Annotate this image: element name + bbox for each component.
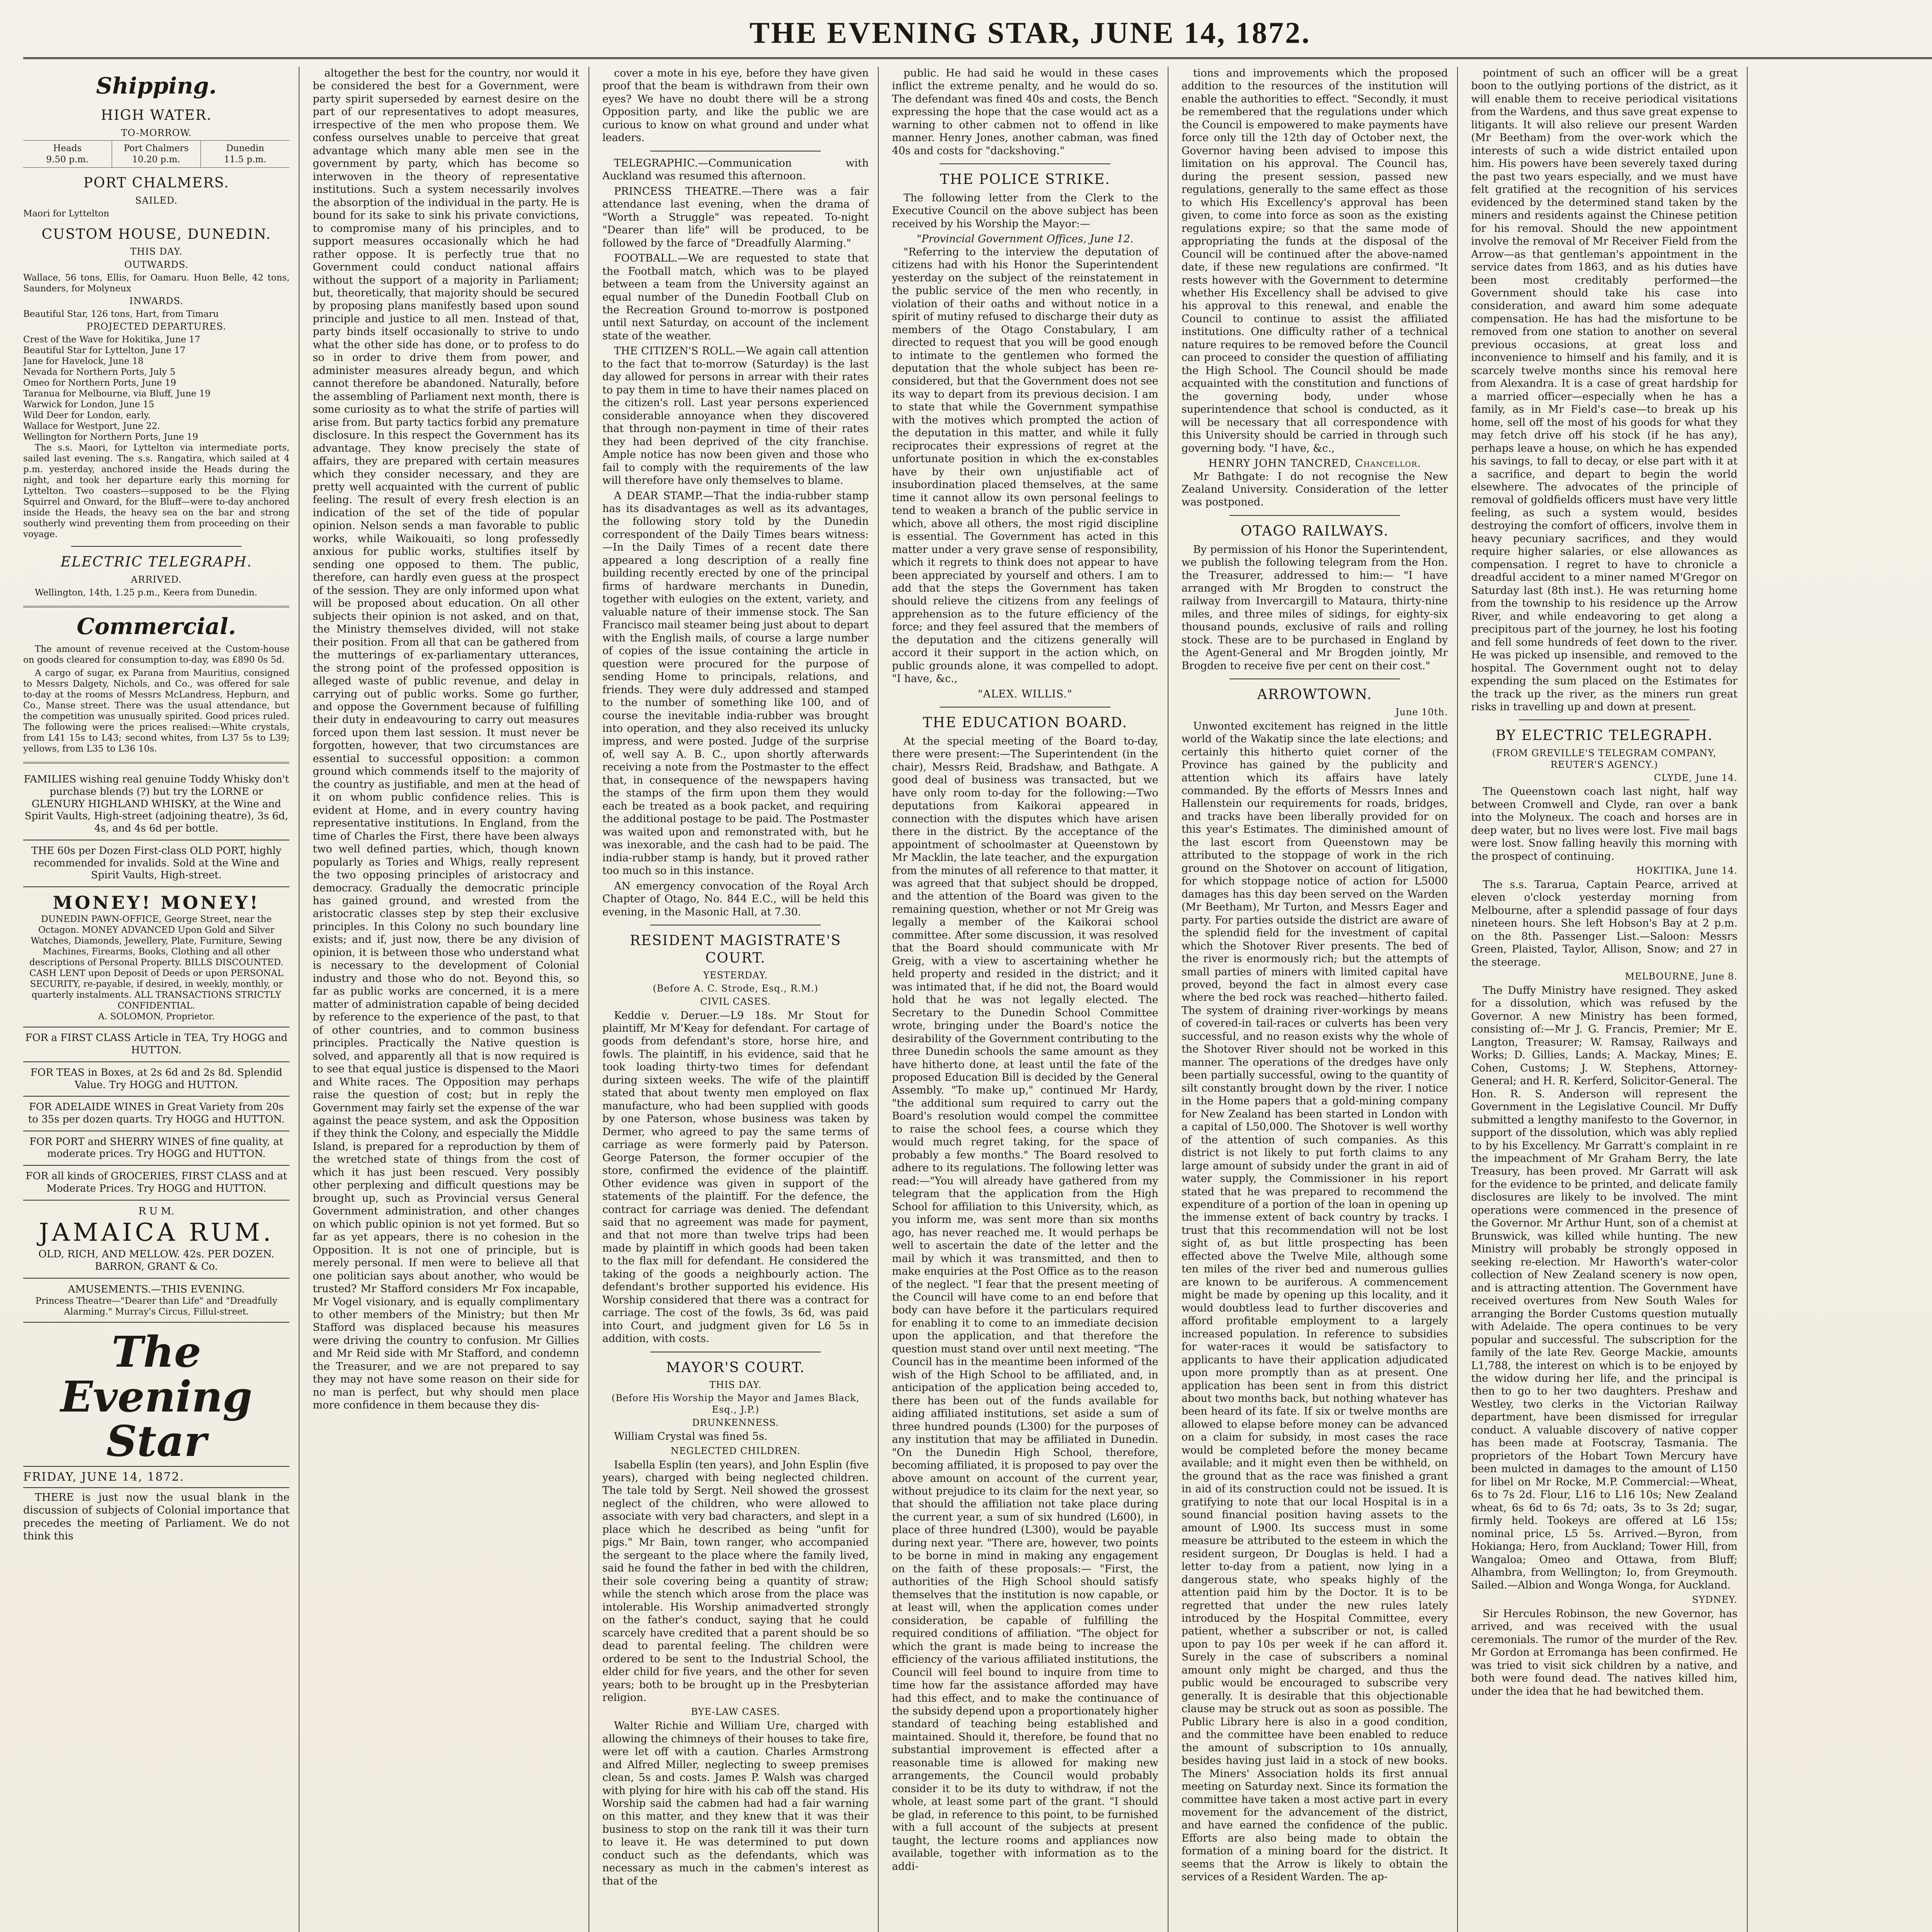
divider — [71, 546, 242, 547]
divider — [1230, 515, 1400, 516]
neglected-text: Isabella Esplin (ten years), and John Esplin (five years), charged with being neglected children. The tale told by Sergt. Neil showed the grossest neglect of the children, who were allowed to associate with very bad characters, and slept in a place which he described as being "unfit for pigs." Mr Bain, town ranger, who accompanied the sergeant to the place where the family lived, said he found the father in bed with the children, their sole covering being a quantity of straw; while the stench which arose from the place was intolerable. His Worship animadverted strongly on the father's conduct, saying that he could scarcely have credited that a parent should be so dead to parental feeling. The children were ordered to be sent to the Industrial School, the elder child for five years, and the other for seven years; both to be brought up in the Presbyterian religion. — [602, 1459, 869, 1704]
ad-hutton: FOR a FIRST CLASS Article in TEA, Try HOGG and HUTTON. — [23, 1027, 289, 1062]
tide-cell — [112, 141, 201, 167]
bylaw-label: BYE-LAW CASES. — [691, 1706, 780, 1718]
list-item: Wellington for Northern Ports, June 19 — [23, 432, 198, 442]
tides-table — [23, 140, 289, 168]
tide-time: 11.5 p.m. — [224, 154, 267, 165]
tide-cell — [23, 141, 112, 167]
projected-list — [23, 334, 289, 442]
news-citizens-roll: THE CITIZEN'S ROLL.—We again call attention to the fact that to-morrow (Saturday) is the last day allowed for persons in arrear with their rates to pay them in time to have their names placed on the citizen's roll. Last year persons experienced considerable annoyance when they discovered that through non-payment in time of their rates they had been deprived of the city franchise. Ample notice has now been given and those who fail to comply with the requirements of the law will therefore have only themselves to blame. — [602, 345, 869, 487]
commercial-heading: Commercial. — [77, 613, 236, 639]
column-2 — [313, 67, 589, 1932]
this-day-label: THIS DAY. — [130, 246, 183, 257]
ad-port: THE 60s per Dozen First-class OLD PORT, highly recommended for invalids. Sold at the Wine and Spirit Vaults, High-street. — [23, 840, 289, 887]
clyde-text: The Queenstown coach last night, half way between Cromwell and Clyde, ran over a bank into the Molyneux. The coach and horses are in deep water, but no lives were lost. Five mail bags were lost. Snow falling heavily this morning with the prospect of continuing. — [1471, 786, 1738, 862]
divider — [23, 762, 289, 764]
column-1 — [23, 67, 299, 1932]
ad-money-sign: A. SOLOMON, Proprietor. — [98, 1012, 215, 1022]
melbourne-text: The Duffy Ministry have resigned. They asked for a dissolution, which was refused by the Governor. A new Ministry has been formed, consisting of:—Mr J. G. Francis, Premier; Mr E. Langton, Treasurer; W. Ramsay, Railways and Works; D. Gillies, Lands; A. Mackay, Mines; E. Cohen, Customs; J. W. Stephens, Attorney-General; and H. R. Kerferd, Solicitor-General. The Hon. R. S. Anderson will represent the Government in the Legislative Council. Mr Duffy submitted a lengthy manifesto to the Governor, in support of the dissolution, which was ably replied to by his Excellency. Mr Garratt's complaint in re the impeachment of Mr Graham Berry, the late Treasury, has been proved. Mr Garratt will ask for the evidence to be printed, and delicate family disclosures are likely to be involved. The mint operations were commenced in the presence of the Governor. Mr Arthur Hunt, son of a chemist at Brunswick, was killed while hunting. The new Ministry will probably be strongly opposed in seeking re-election. Mr Haworth's water-color collection of New Zealand scenery is now open, and is attracting attention. The Government have received overtures from New South Wales for arranging the Border Customs question mutually with Adelaide. The opera continues to be very popular and successful. The subscription for the family of the late Rev. George Mackie, amounts L1,788, the interest on which is to be enjoyed by the widow during her life, and the principal is then to go to her two daughters. Preshaw and Westley, two clerks in the Victorian Railway department, have been dismissed for irregular conduct. A valuable discovery of native copper has been made at Footscray, Tasmania. The proprietors of the Hobart Town Mercury have been mulcted in damages to the amount of L150 for libel on Mr Rocke, M.P. Commercial:—Wheat, 6s to 7s 2d. Flour, L16 to L16 10s; New Zealand wheat, 6s 6d to 6s 7d; oats, 3s to 3s 2d; sugar, firmly held. Tookeys are offered at L6 15s; nominal price, L5 5s. Arrived.—Byron, from Hokianga; Hero, from Auckland; Tower Hill, from Wangaloa; Omeo and Ottawa, from Bluff; Alhambra, from Wellington; Io, from Greymouth. Sailed.—Albion and Wonga Wonga, for Auckland. — [1471, 984, 1738, 1592]
ad-amusements — [23, 1279, 289, 1323]
ad-rum-sign: BARRON, GRANT & Co. — [95, 1261, 218, 1273]
ad-rum-title: JAMAICA RUM. — [39, 1218, 274, 1247]
lead-article-end: cover a mote in his eye, before they have given proof that the beam is withdrawn from their own eyes? We have no doubt there will be a strong Opposition party, and like the public we are curious to know on what ground and under what leaders. — [602, 67, 869, 144]
tide-time: 9.50 p.m. — [46, 154, 89, 165]
sailed-entry: Maori for Lyttelton — [23, 208, 109, 219]
commercial-revenue: The amount of revenue received at the Custom-house on goods cleared for consumption to-day, was £890 0s 5d. — [23, 644, 290, 665]
list-item: Beautiful Star for Lyttelton, June 17 — [23, 345, 186, 355]
arrowtown-heading: ARROWTOWN. — [1257, 687, 1372, 703]
education-close: Mr Bathgate: I do not recognise the New Zealand University. Consideration of the letter was postponed. — [1181, 470, 1448, 509]
column-3 — [602, 67, 879, 1932]
inwards-entry: Beautiful Star, 126 tons, Hart, from Timaru — [23, 309, 219, 319]
paper-dateline: FRIDAY, JUNE 14, 1872. — [23, 1466, 289, 1488]
drunkenness-text: William Crystal was fined 5s. — [614, 1430, 768, 1443]
police-strike-heading: THE POLICE STRIKE. — [940, 172, 1111, 188]
rm-court-day: YESTERDAY. — [703, 970, 768, 981]
projected-label: PROJECTED DEPARTURES. — [86, 321, 226, 332]
high-water-label: HIGH WATER. — [101, 107, 212, 123]
list-item: Warwick for London, June 15 — [23, 399, 155, 410]
bylaw-text: Walter Richie and William Ure, charged with allowing the chimneys of their houses to take fire, were let off with a caution. Charles Armstrong and Alfred Miller, neglecting to sweep premises clean, 5s and costs. James P. Walsh was charged with plying for hire with his cab off the stand. His Worship said the cabmen had had a fair warning on this matter, and they knew that it was their business to stop on the rank till it was their turn to leave it. He was determined to put down conduct such as the defendants, which was necessary as much in the cabmen's interest as that of the — [602, 1720, 869, 1887]
divider — [23, 606, 289, 607]
rm-court-before: (Before A. C. Strode, Esq., R.M.) — [653, 983, 818, 994]
police-office: "Provincial Government Offices, June 12. — [917, 233, 1134, 245]
ad-money-title: MONEY! MONEY! — [53, 892, 260, 913]
outwards-entry: Wallace, 56 tons, Ellis, for Oamaru. Huon Belle, 42 tons, Saunders, for Molyneux — [23, 272, 290, 294]
sailed-label: SAILED. — [135, 195, 178, 206]
to-morrow-label: TO-MORROW. — [121, 127, 192, 138]
ad-hutton: FOR TEAS in Boxes, at 2s 6d and 2s 8d. Splendid Value. Try HOGG and HUTTON. — [23, 1062, 289, 1097]
education-heading: THE EDUCATION BOARD. — [923, 715, 1128, 731]
shipping-notes: The s.s. Maori, for Lyttelton via intermediate ports, sailed last evening. The s.s. Rangatira, which sailed at 4 p.m. yesterday, anchored inside the Heads during the night, and took her departure early this morning for Lyttelton. Two coasters—supposed to be the Flying Squirrel and Onward, for the Bluff—were to-day anchored inside the Heads, the heavy sea on the bar and strong southerly wind preventing them from proceeding on their voyage. — [23, 442, 290, 540]
education-sign: HENRY JOHN TANCRED, Chancellor. — [1208, 457, 1421, 470]
news-dear-stamp: A DEAR STAMP.—That the india-rubber stamp has its disadvantages as well as its advantages, the following story told by the Dunedin correspondent of the Daily Times bears witness:—In the Daily Times of a recent date there appeared a long description of a really fine building recently erected by one of the principal firms of hardware merchants in Dunedin, together with eulogies on the extent, variety, and valuable nature of their immense stock. The San Francisco mail steamer being just about to depart with the English mails, of course a large number of copies of the issue containing the article in question were procured for the purpose of sending Home to principals, relations, and friends. They were duly addressed and stamped to the number of something like 100, and of course the inevitable india-rubber was brought into operation, and they also received its unlucky impress, and were posted. Judge of the surprise of, well say A. B. C., upon shortly afterwards receiving a note from the Postmaster to the effect that, in consequence of the newspapers having the stamps of the firm upon them they would each be treated as a book packet, and requiring the additional postage to be paid. The Postmaster was waited upon and remonstrated with, but he was inexorable, and the cash had to be paid. The india-rubber stamp is handy, but it proved rather too much so in this instance. — [602, 490, 869, 877]
sydney-text: Sir Hercules Robinson, the new Governor, has arrived, and was received with the usual ceremonials. The rumor of the murder of the Rev. Mr Gordon at Erromanga has been confirmed. He was tried to visit sick children by a native, and both were found dead. The natives killed him, under the idea that he had bewitched them. — [1471, 1607, 1738, 1697]
civil-cases-text: Keddie v. Deruer.—L9 18s. Mr Stout for plaintiff, Mr M'Keay for defendant. For cartage of goods from defendant's store, horse hire, and fowls. The plaintiff, in his evidence, said that he took loading thirty-two times for defendant during sixteen weeks. The wife of the plaintiff stated that about twenty men employed on flax manufacture, who had been supplied with goods by one Paterson, whose business was taken by Dermer, who agreed to pay the same terms of carriage as were formerly paid by Paterson. George Paterson, the former occupier of the store, confirmed the evidence of the plaintiff. Other evidence was given in support of the statements of the plaintiff. For the defence, the contract for carriage was denied. The defendant said that no agreement was made for payment, and that not more than twelve trips had been made by plaintiff in which goods had been taken to the flax mill for defendant. He considered the taking of the goods a neighbourly action. The defendant's brother supported his evidence. His Worship considered that there was a contract for carriage. The cost of the fowls, 3s 6d, was paid into Court, and judgment given for L6 5s in addition, with costs. — [602, 1009, 869, 1345]
hokitika-dateline: HOKITIKA, June 14. — [1636, 865, 1738, 876]
hokitika-text: The s.s. Tararua, Captain Pearce, arrived at eleven o'clock yesterday morning from Melbourne, after a splendid passage of four days nineteen hours. She left Hobson's Bay at 2 p.m. on the 8th. Passenger List.—Saloon: Messrs Green, Plaisted, Taylor, Allison, Snow; and 27 in the steerage. — [1471, 878, 1738, 968]
column-6 — [1471, 67, 1747, 1932]
lead-article-body: altogether the best for the country, nor would it be considered the best for a Government, were party spirit superseded by earnest desire on the part of our representatives to adopt measures, irrespective of the men who propose them. We confess ourselves unable to perceive that great advantage which many able men see in the government by party, which has become so interwoven in the theory of representative institutions. Such a system necessarily involves the absorption of the individual in the party. He is bound for its sake to sink his private convictions, to compromise many of his principles, and to support measures occasionally which he had rather oppose. It is perfectly true that no Government could conduct national affairs without the support of a majority in Parliament; but, theoretically, that majority should be secured by proposing plans manifestly based upon sound principle and justice to all men. Instead of that, party binds itself occasionally to strive to undo what the other side has done, or to profess to do so in order to drive them from power, and administer measures already begun, and which cannot therefore be abandoned. Naturally, before the assembling of Parliament next month, there is some curiosity as to what the strife of parties will arise from. But party tactics forbid any premature disclosure. In this respect the Government has its advantage. They know precisely the state of affairs, they are prepared with certain measures which they consider necessary, and they are pretty well acquainted with the current of public feeling. The result of every fresh election is an indication of the set of the tide of popular opinion. Nelson sends a man favorable to public works, while Waikouaiti, so long professedly anxious for public works, stultifies itself by sending one opposed to them. The public, therefore, can hardly even guess at the prospect of the session. They are only informed upon what will be proposed about education. On all other subjects their opinion is not asked, and on that, the Ministry themselves divided, will not stake their position. From all that can be gathered from the mutterings of ex-parliamentary utterances, the strong point of the professed opposition is alleged waste of public revenue, and delay in carrying out of public works. Some go further, and oppose the Government because of fulfilling their duty in endeavouring to carry out measures forced upon them last session. It must never be forgotten, however, that two circumstances are essential to successful opposition: a common ground which commends itself to the majority of the country as justifiable, and men at the head of it on whom public confidence relies. This is evident at Home, and in every country having representative institutions. In England, from the time of Charles the First, there have been always two well defined parties, which, though known popularly as Tories and Whigs, really represent the two opposing principles of aristocracy and democracy. Gradually the democratic principle has gained ground, and wrested from the aristocratic classes step by step their exclusive principles. In this Colony no such boundary line exists; and if, just now, there be any division of opinion, it is between those who understand what is necessary to the development of Colonial industry and those who do not. Beyond this, so far as public works are concerned, it is a mere matter of administration capable of being decided by reference to the experience of the past, to that of other countries, and to common business principles. Practically the Native question is solved, and apparently all that is now required is to see that equal justice is dispensed to the Maori and White races. The Opposition may perhaps raise the question of cost; but in reply the Government may fairly set the expense of the war against the peace system, and ask the Opposition if they think the Colony, and especially the Middle Island, is prepared for a reproduction by them of the wretched state of things from the cost of which it has just been rescued. Very possibly other perplexing and difficult questions may be brought up, such as Provincial versus General Government administration, and other changes on which public opinion is not yet formed. But so far as yet appears, there is no cohesion in the Opposition. It is not one of principle, but is merely personal. If men were to believe all that one politician says about another, who would be trusted? Mr Stafford considers Mr Fox incapable, Mr Vogel visionary, and is equally complimentary to other members of the Ministry; but then Mr Stafford was displaced because his measures were driving the country to confusion. Mr Gillies and Mr Reid side with Mr Stafford, and condemn the Treasurer, and we are not prepared to say they may not have some reason on their side for no man is perfect, but why should men place more confidence in them because they dis- — [313, 67, 579, 1412]
paper-title: The Evening Star — [60, 1327, 252, 1466]
arrived-label: ARRIVED. — [131, 574, 182, 585]
ad-rum-body: OLD, RICH, AND MELLOW. 42s. PER DOZEN. — [38, 1248, 274, 1260]
mayors-court-heading: MAYOR'S COURT. — [666, 1359, 805, 1376]
arrowtown-text-cont: pointment of such an officer will be a great boon to the outlying portions of the district, as it will enable them to receive periodical visitations from the Wardens, and thus save great expense to litigants. It will also relieve our present Warden (Mr Beetham) from the over-work which the interests of such a wide district entailed upon him. His powers have been severely taxed during the past two years especially, and we must have felt gratified at the recognition of his services evidenced by the determined stand taken by the miners and residents against the Chinese petition for his removal. Should the new appointment involve the removal of Mr Receiver Field from the Arrow—as that gentleman's appointment in the service dates from 1863, and as his duties have been most creditably performed—the Government should take his case into consideration, and award him some adequate compensation. He has had the misfortune to be removed from one station to another on several previous occasions, at great loss and inconvenience to himself and his family, and it is scarcely twelve months since his removal here from Alexandra. It is a case of great hardship for a married officer—especially when he has a family, as in Mr Field's case—to break up his home, sell off the most of his goods for what they may fetch drive off his stock (if he has any), perhaps leave a house, on which he has expended his savings, to fall to decay, or else part with it at a sacrifice, and depart to begin the world elsewhere. The advocates of the principle of removal of goldfields officers must have very little feeling, as such a system would, besides destroying the comfort of officers, involve them in heavy pecuniary sacrifices, and they would require higher salaries, or else allowances as compensation. I regret to have to chronicle a dreadful accident to a miner named M'Gregor on Saturday last (8th inst.). He was returning home from the township to his residence up the Arrow River, and while endeavoring to get along a precipitous part of the journey, he lost his footing and fell some hundreds of feet down to the river. He was picked up insensible, and removed to the hospital. The Government ought not to delay expending the sum placed on the Estimates for the track up the river, as the miners run great risks in travelling up and down at present. — [1471, 67, 1738, 713]
commercial-cargo: A cargo of sugar, ex Parana from Mauritius, consigned to Messrs Dalgety, Nichols, and Co., was offered for sale to-day at the rooms of Messrs McLandress, Hepburn, and Co., Manse street. There was the usual attendance, but the competition was unusually spirited. Good prices ruled. The following were the prices realised:—White crystals, from L41 15s to L43; second whites, from L37 5s to L39; yellows, from L35 to L36 10s. — [23, 668, 290, 754]
civil-cases-label: CIVIL CASES. — [700, 996, 771, 1007]
customs-heading: CUSTOM HOUSE, DUNEDIN. — [41, 226, 271, 242]
ad-hutton: FOR all kinds of GROCERIES, FIRST CLASS and at Moderate Prices. Try HOGG and HUTTON. — [23, 1166, 289, 1200]
list-item: Taranua for Melbourne, via Bluff, June 19 — [23, 388, 211, 399]
railways-text: By permission of his Honor the Superintendent, we publish the following telegram from the Hon. the Treasurer, addressed to him:— "I have arranged with Mr Brogden to construct the railway from Invercargill to Mataura, thirty-nine miles, and three miles of sidings, for eighty-six thousand pounds, exclusive of rails and rolling stock. These are to be purchased in England by the Agent-General and Mr Brogden jointly, Mr Brogden to receive five per cent on their cost." — [1181, 543, 1448, 672]
ad-money-body: DUNEDIN PAWN-OFFICE, George Street, near the Octagon. MONEY ADVANCED Upon Gold and Silver Watches, Diamonds, Jewellery, Plate, Furniture, Sewing Machines, Firearms, Books, Clothing and all other descriptions of Personal Property. BILLS DISCOUNTED. CASH LENT upon Deposit of Deeds or upon PERSONAL SECURITY, re-payable, if desired, in weekly, monthly, or quarterly instalments. ALL TRANSACTIONS STRICTLY CONFIDENTIAL. — [29, 914, 284, 1011]
education-text-cont: tions and improvements which the proposed addition to the resources of the institution will enable the authorities to effect. "Secondly, it must be remembered that the regulations under which the Council is empowered to make payments have force only till the 12th day of October next, the Governor having been advised to impose this limitation on his approval. The Council has, during the present session, passed new regulations, generally to the same effect as those to which His Excellency's approval has been given, to come into force as soon as the existing regulations expire; so that the same mode of appropriating the funds at the disposal of the Council will be continued after the above-named date, if these new regulations are confirmed. "It rests however with the Government to determine whether His Excellency shall be advised to give his approval to this renewal, and enable the Council to continue to assist the affiliated institutions. One difficulty rather of a technical nature requires to be removed before the Council can proceed to consider the question of affiliating the High School. The Council should be made acquainted with the constitution and functions of the governing body, under whose superintendence that school is conducted, as it will be necessary that all correspondence with this University should be carried in through such governing body. "I have, &c., — [1181, 67, 1448, 454]
ad-rum-small: R U M. — [138, 1205, 175, 1217]
telegraph-heading: BY ELECTRIC TELEGRAPH. — [1495, 728, 1713, 744]
list-item: Omeo for Northern Ports, June 19 — [23, 378, 176, 388]
police-sign: "ALEX. WILLIS." — [978, 688, 1073, 700]
mayors-court-before: (Before His Worship the Mayor and James Black, Esq., J.P.) — [611, 1393, 860, 1415]
ad-rum — [23, 1201, 289, 1279]
inwards-label: INWARDS. — [129, 295, 184, 306]
masthead: THE EVENING STAR, JUNE 14, 1872. — [23, 12, 1932, 59]
columns — [23, 67, 1932, 1932]
melbourne-dateline: MELBOURNE, June 8. — [1625, 971, 1738, 982]
tide-cell — [201, 141, 290, 167]
port-chalmers-heading: PORT CHALMERS. — [83, 175, 230, 191]
divider — [1519, 719, 1689, 720]
list-item: Nevada for Northern Ports, July 5 — [23, 367, 175, 377]
ad-hutton: FOR PORT and SHERRY WINES of fine quality, at moderate prices. Try HOGG and HUTTON. — [23, 1131, 289, 1166]
news-telegraphic: TELEGRAPHIC.—Communication with Auckland was resumed this afternoon. — [602, 157, 869, 182]
shipping-heading: Shipping. — [96, 73, 217, 99]
education-text: At the special meeting of the Board to-day, there were present:—The Superintendent (in the chair), Messrs Reid, Bradshaw, and Bathgate. A good deal of business was transacted, but we have only room to-day for the following:—Two deputations from Kaikorai appeared in connection with the disputes which have arisen there in the district. By the acceptance of the appointment of schoolmaster at Queenstown by Mr Macklin, the late teacher, and the expurgation from the minutes of all reference to that matter, it was agreed that that subject should be dropped, and the attention of the Board was given to the remaining question, whether or not Mr Greig was legally a member of the Kaikorai school committee. After some discussion, it was resolved that the Board should communicate with Mr Greig, with a view to ascertaining whether he held property and resided in the district; and it was intimated that, if he did not, the Board would hold that he was not legally elected. The Secretary to the Dunedin School Committee wrote, bringing under the Board's notice the desirability of the Government contributing to the three Dunedin schools the same amount as they have hitherto done, at least until the fate of the proposed Education Bill is decided by the General Assembly. "To make up," continued Mr Hardy, "the additional sum required to carry out the Board's resolution would compel the committee to raise the school fees, a course which they would much regret taking, for the space of probably a few months." The Board resolved to adhere to its regulations. The following letter was read:—"You will already have gathered from my telegram that the application from the High School for affiliation to this University, which, as you inform me, was sent more than six months ago, has never reached me. It would perhaps be well to ascertain the date of the letter and the mail by which it was transmitted, and then to make enquiries at the Post Office as to the reason of the neglect. "I fear that the present meeting of the Council will have come to an end before that body can have before it the particulars required for enabling it to come to an immediate decision upon the application, and that therefore the question must stand over until next meeting. "The Council has in the meantime been informed of the wish of the High School to be affiliated, and, in anticipation of the application being acceded to, there has been out of the funds available for aiding affiliated institutions, set aside a sum of three hundred pounds (L300) for the purposes of any institution that may be affiliated in Dunedin. "On the Dunedin High School, therefore, becoming affiliated, it is proposed to pay over the above amount on account of the current year, without prejudice to its claim for the next year, so that should the affiliation not take place during the current year, a sum of six hundred (L600), in place of three hundred (L300), would be payable during next year. "There are, however, two points to be borne in mind in making any engagement on the faith of these proposals:— "First, the authorities of the High School should satisfy themselves that the institution is now capable, or at least will, when the application comes under consideration, be capable of fulfilling the required conditions of affiliation. "The object for which the grant is made being to increase the efficiency of the various affiliated institutions, the Council will feel bound to inquire from time to time how far the assistance afforded may have had this effect, and to make the continuance of the subsidy depend upon a proportionately higher standard of teaching being established and maintained. Should it, therefore, be found that no substantial improvement is effected after a reasonable time is allowed for making new arrangements, the Council would probably consider it to be its duty to withdraw, if not the whole, at least some part of the grant. "I should be glad, in reference to this point, to be furnished with a full account of the subjects at present taught, the lecture rooms and appliances now available, together with information as to the addi- — [892, 735, 1158, 1872]
railways-heading: OTAGO RAILWAYS. — [1240, 523, 1389, 539]
ad-hutton: FOR ADELAIDE WINES in Great Variety from 20s to 35s per dozen quarts. Try HOGG and HUTTON. — [23, 1097, 289, 1131]
news-princess-theatre: PRINCESS THEATRE.—There was a fair attendance last evening, when the drama of "Worth a Struggle" was repeated. To-night "Dearer than life" will be produced, to be followed by the farce of "Dreadfully Alarming." — [602, 185, 869, 249]
list-item: Wild Deer for London, early. — [23, 410, 151, 420]
outwards-label: OUTWARDS. — [124, 259, 189, 270]
clyde-dateline: CLYDE, June 14. — [1654, 772, 1738, 783]
news-convocation: AN emergency convocation of the Royal Arch Chapter of Otago, No. 844 E.C., will be held this evening, in the Masonic Hall, at 7.30. — [602, 880, 869, 918]
bylaw-text-cont: public. He had said he would in these cases inflict the extreme penalty, and he would do so. The defendant was fined 40s and costs, the Bench expressing the hope that the case would act as a warning to other cabmen not to offend in like manner. Henry Jones, another cabman, was fined 40s and costs for "dackshoving." — [892, 67, 1158, 157]
arrowtown-date: June 10th. — [1395, 706, 1448, 718]
lead-article-start: THERE is just now the usual blank in the discussion of subjects of Colonial importance that precedes the meeting of Parliament. We do not think this — [23, 1491, 290, 1543]
news-football: FOOTBALL.—We are requested to state that the Football match, which was to be played between a team from the University against an equal number of the Dunedin Football Club on the Recreation Ground to-morrow is postponed until next Saturday, on account of the inclement state of the weather. — [602, 252, 869, 342]
ad-money — [23, 887, 289, 1028]
neglected-label: NEGLECTED CHILDREN. — [670, 1445, 801, 1456]
tide-time: 10.20 p.m. — [132, 154, 180, 165]
sydney-dateline: SYDNEY. — [1692, 1594, 1738, 1605]
drunkenness-label: DRUNKENNESS. — [692, 1417, 779, 1428]
arrowtown-text: Unwonted excitement has reigned in the little world of the Wakatip since the late elections; and certainly this hitherto quiet corner of the Province has gained by the publicity and attention which its affairs have lately commanded. By the efforts of Messrs Innes and Hallenstein our requirements for roads, bridges, and tracks have been liberally provided for on this year's Estimates. The diminished amount of the last escort from Queenstown may be attributed to the stoppage of work in the rich ground on the Shotover on account of litigation, for which stoppage notice of action for L5000 damages has this day been served on the Warden (Mr Beetham), Mr Turton, and Messrs Eager and party. For parties outside the district are aware of the splendid field for the investment of capital which the Shotover River presents. The bed of the river is enormously rich; but the attempts of small parties of miners with limited capital have proved, beyond the fact in almost every case where the bed rock was reached—hitherto failed. The system of draining river-workings by means of covered-in tail-races or culverts has been very successful, and no reason exists why the whole of the Shotover River should not be worked in this manner. The operations of the dredges have only been partially successful, owing to the quantity of silt constantly brought down by the river. I notice in the Home papers that a gold-mining company for New Zealand has been started in London with a capital of L50,000. The Shotover is well worthy of the attention of such companies. As this district is not likely to put forth claims to any large amount of subsidy under the grant in aid of water supply, the Commissioner in his report stated that he was prepared to recommend the expenditure of a portion of the loan in opening up the immense extent of back country by tracks. I trust that this recommendation will not be lost sight of, as but little prospecting has been effected above the Twelve Mile, although some ten miles of the river bed and numerous gullies are known to be auriferous. A commencement might be made by opening up this locality, and it would doubtless lead to further discoveries and afford profitable employment to a largely increased population. In reference to subsidies for water-races it would be satisfactory to applicants to have their application adjudicated upon more promptly than as at present. One application has been sent in from this district about two months back, but nothing whatever has been heard of its fate. If six or twelve months are allowed to elapse before money can be advanced on a claim for subsidy, in most cases the race would be completed before the money became available; and it might even then be withheld, on the ground that as the race was finished a grant in aid of its construction could not be issued. It is gratifying to note that our local Hospital is in a sound financial position having assets to the amount of L900. Its success must in some measure be attributed to the esteem in which the resident surgeon, Dr Douglas is held. I had a letter to-day from a patient, now lying in a dangerous state, who speaks highly of the attention paid him by the Doctor. It is to be regretted that under the new rules lately introduced by the Hospital Committee, every patient, whether a subscriber or not, is called upon to pay 10s per week if he can afford it. Surely in the case of subscribers a nominal amount only might be charged, and thus the public would be encouraged to subscribe very generally. It is desirable that this objectionable clause may be struck out as soon as possible. The Public Library here is also in a good condition, and the committee have been enabled to reduce the amount of subscription to 10s annually, besides having just laid in a stock of new books. The Miners' Association holds its first annual meeting on Saturday next. Since its formation the committee have taken a most active part in every movement for the advancement of the district, and have earned the confidence of the public. Efforts are also being made to obtain the formation of a mining board for the district. It seems that the Arrow is likely to obtain the services of a Resident Warden. The ap- — [1181, 720, 1448, 1883]
list-item: Wallace for Westport, June 22. — [23, 421, 160, 431]
electric-telegraph-heading: ELECTRIC TELEGRAPH. — [60, 554, 252, 570]
telegraph-source: (FROM GREVILLE'S TELEGRAM COMPANY, REUTER'S AGENCY.) — [1492, 748, 1717, 770]
rm-court-heading: RESIDENT MAGISTRATE'S COURT. — [630, 933, 841, 966]
column-4 — [892, 67, 1168, 1932]
mayors-court-day: THIS DAY. — [709, 1379, 762, 1391]
tide-place: Dunedin — [226, 143, 264, 154]
police-letter: "Referring to the interview the deputation of citizens had with his Honor the Superintendent yesterday on the subject of the reinstatement in the public service of the men who recently, in violation of their oaths and without notice in a spirit of mutiny refused to discharge their duty as members of the Otago Constabulary, I am directed to request that you will be good enough to intimate to the gentlemen who formed the deputation that the whole subject has been re-considered, but that the Government does not see its way to depart from its previous decision. I am to state that while the Government sympathise with the motives which prompted the action of the deputation in this matter, and while it fully reciprocates their expressions of regret at the unfortunate position in which the ex-constables have by their own unjustifiable act of insubordination placed themselves, at the same time it cannot allow its own personal feelings to tend to weaken a branch of the public service in which, above all others, the most rigid discipline is essential. The Government has acted in this matter under a very grave sense of responsibility, which it regrets to think does not appear to have been appreciated by yourself and others. I am to add that the steps the Government has taken should relieve the citizens from any feelings of apprehension as to the future efficiency of the force; and they feel assured that the members of the deputation and the citizens generally will accord it their support in the action which, on public grounds alone, it was compelled to adopt. "I have, &c., — [892, 246, 1158, 685]
divider — [940, 163, 1110, 164]
amusements-heading: AMUSEMENTS.—THIS EVENING. — [68, 1283, 245, 1295]
police-intro: The following letter from the Clerk to the Executive Council on the above subject has been received by his Worship the Mayor:— — [892, 192, 1158, 230]
list-item: Crest of the Wave for Hokitika, June 17 — [23, 334, 201, 345]
amusements-body: Princess Theatre—"Dearer than Life" and "Dreadfully Alarming." Murray's Circus, Fillul-street. — [35, 1296, 277, 1317]
tide-place: Heads — [53, 143, 82, 154]
ad-families: FAMILIES wishing real genuine Toddy Whisky don't purchase blends (?) but try the LORNE or GLENURY HIGHLAND WHISKY, at the Wine and Spirit Vaults, High-street (adjoining theatre), 3s 6d, 4s, and 4s 6d per bottle. — [23, 769, 289, 840]
list-item: Jane for Havelock, June 18 — [23, 356, 144, 366]
column-5 — [1182, 67, 1458, 1932]
tide-place: Port Chalmers — [124, 143, 189, 154]
arrived-entry: Wellington, 14th, 1.25 p.m., Keera from Dunedin. — [35, 587, 257, 598]
